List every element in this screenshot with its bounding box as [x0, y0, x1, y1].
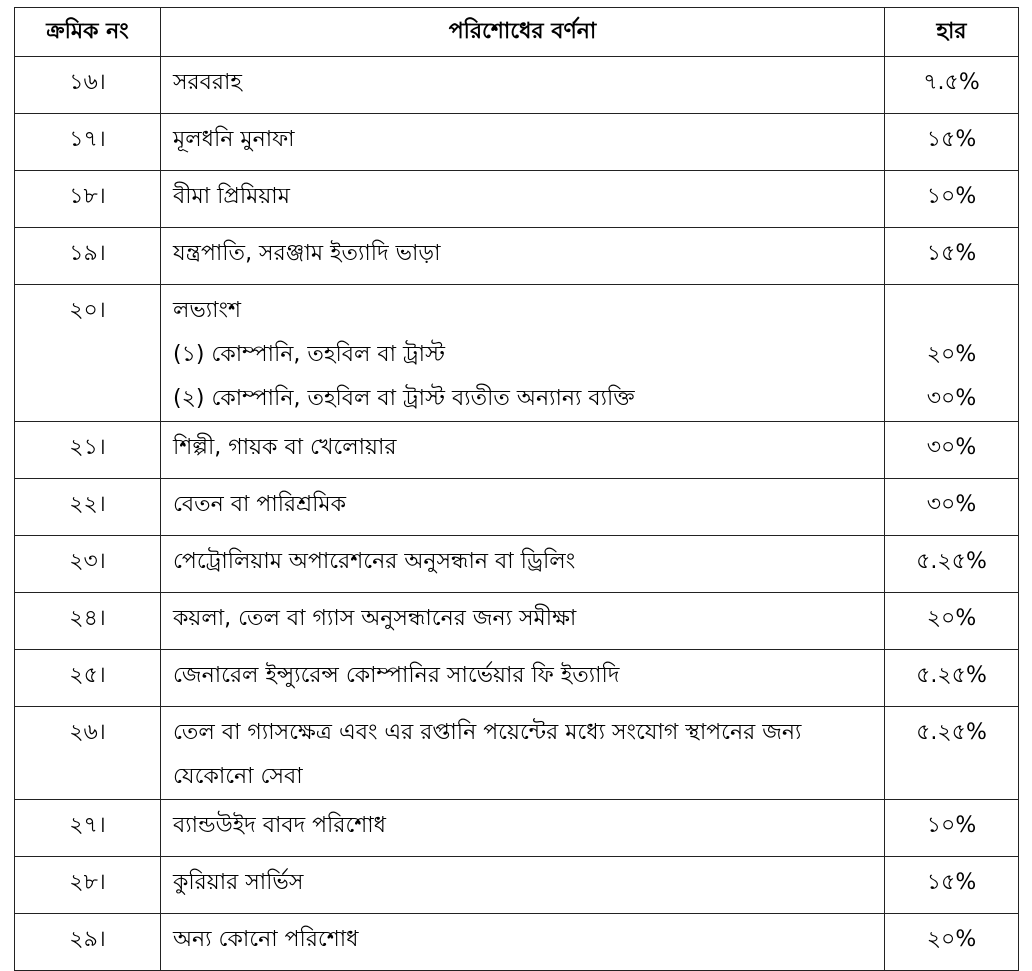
serial-cell: ২৪।	[15, 593, 161, 650]
rate-cell: ১৫%	[885, 228, 1019, 285]
table-row	[15, 114, 1019, 171]
table-row	[15, 57, 1019, 114]
description-cell: মূলধনি মুনাফা	[161, 114, 885, 171]
description-cell: অন্য কোনো পরিশোধ	[161, 914, 885, 971]
table-row	[15, 479, 1019, 536]
table-row	[15, 857, 1019, 914]
table-row	[15, 800, 1019, 857]
description-cell: জেনারেল ইন্স্যুরেন্স কোম্পানির সার্ভেয়ার ফি ইত্যাদি	[161, 650, 885, 707]
rate-cell: ৫.২৫%	[885, 650, 1019, 707]
rate-cell: ১০%	[885, 171, 1019, 228]
dividend-heading: লভ্যাংশ	[173, 298, 242, 323]
description-cell	[161, 285, 885, 422]
serial-cell: ১৯।	[15, 228, 161, 285]
withholding-rate-table	[14, 7, 1019, 971]
dividend-sub-rate-1: ২০%	[926, 342, 977, 367]
header-description: পরিশোধের বর্ণনা	[161, 8, 885, 57]
description-cell: শিল্পী, গায়ক বা খেলোয়ার	[161, 422, 885, 479]
rate-spacer	[885, 289, 1018, 333]
description-cell: পেট্রোলিয়াম অপারেশনের অনুসন্ধান বা ড্রিলিং	[161, 536, 885, 593]
table-row	[15, 707, 1019, 800]
table-row	[15, 914, 1019, 971]
rate-cell: ১০%	[885, 800, 1019, 857]
table-row	[15, 228, 1019, 285]
serial-cell: ২৬।	[15, 707, 161, 800]
dividend-sub-rate-2: ৩০%	[926, 386, 977, 411]
rate-cell: ১৫%	[885, 114, 1019, 171]
table-row	[15, 593, 1019, 650]
serial-cell: ১৭।	[15, 114, 161, 171]
table-header-row	[15, 8, 1019, 57]
table-row	[15, 536, 1019, 593]
description-cell: বেতন বা পারিশ্রমিক	[161, 479, 885, 536]
rate-cell: ২০%	[885, 593, 1019, 650]
serial-cell: ২২।	[15, 479, 161, 536]
serial-cell: ২৩।	[15, 536, 161, 593]
rate-cell: ৫.২৫%	[885, 536, 1019, 593]
serial-cell: ২৫।	[15, 650, 161, 707]
serial-cell: ২৭।	[15, 800, 161, 857]
table-row	[15, 650, 1019, 707]
rate-cell: ১৫%	[885, 857, 1019, 914]
header-rate: হার	[885, 8, 1019, 57]
rate-cell: ৭.৫%	[885, 57, 1019, 114]
description-cell: কুরিয়ার সার্ভিস	[161, 857, 885, 914]
serial-cell: ২০।	[15, 285, 161, 422]
dividend-sub-item-2: (২) কোম্পানি, তহবিল বা ট্রাস্ট ব্যতীত অন্যান্য ব্যক্তি	[173, 386, 635, 411]
description-cell	[161, 707, 885, 800]
table-row	[15, 171, 1019, 228]
description-cell: যন্ত্রপাতি, সরঞ্জাম ইত্যাদি ভাড়া	[161, 228, 885, 285]
description-cell: সরবরাহ	[161, 57, 885, 114]
serial-cell: ১৮।	[15, 171, 161, 228]
serial-cell: ২১।	[15, 422, 161, 479]
description-cell: ব্যান্ডউইদ বাবদ পরিশোধ	[161, 800, 885, 857]
rate-cell: ৩০%	[885, 422, 1019, 479]
description-cell: কয়লা, তেল বা গ্যাস অনুসন্ধানের জন্য সমীক্ষা	[161, 593, 885, 650]
serial-cell: ২৯।	[15, 914, 161, 971]
rate-cell: ২০%	[885, 914, 1019, 971]
rate-cell: ৩০%	[885, 479, 1019, 536]
description-text: তেল বা গ্যাসক্ষেত্র এবং এর রপ্তানি পয়েন্টের মধ্যে সংযোগ স্থাপনের জন্য যেকোনো সেবা	[173, 720, 802, 789]
serial-cell: ২৮।	[15, 857, 161, 914]
table-row	[15, 422, 1019, 479]
serial-cell: ১৬।	[15, 57, 161, 114]
header-serial: ক্রমিক নং	[15, 8, 161, 57]
rate-cell: ৫.২৫%	[885, 707, 1019, 800]
table-row-dividend	[15, 285, 1019, 422]
description-cell: বীমা প্রিমিয়াম	[161, 171, 885, 228]
rate-cell	[885, 285, 1019, 422]
dividend-sub-item-1: (১) কোম্পানি, তহবিল বা ট্রাস্ট	[173, 342, 445, 367]
